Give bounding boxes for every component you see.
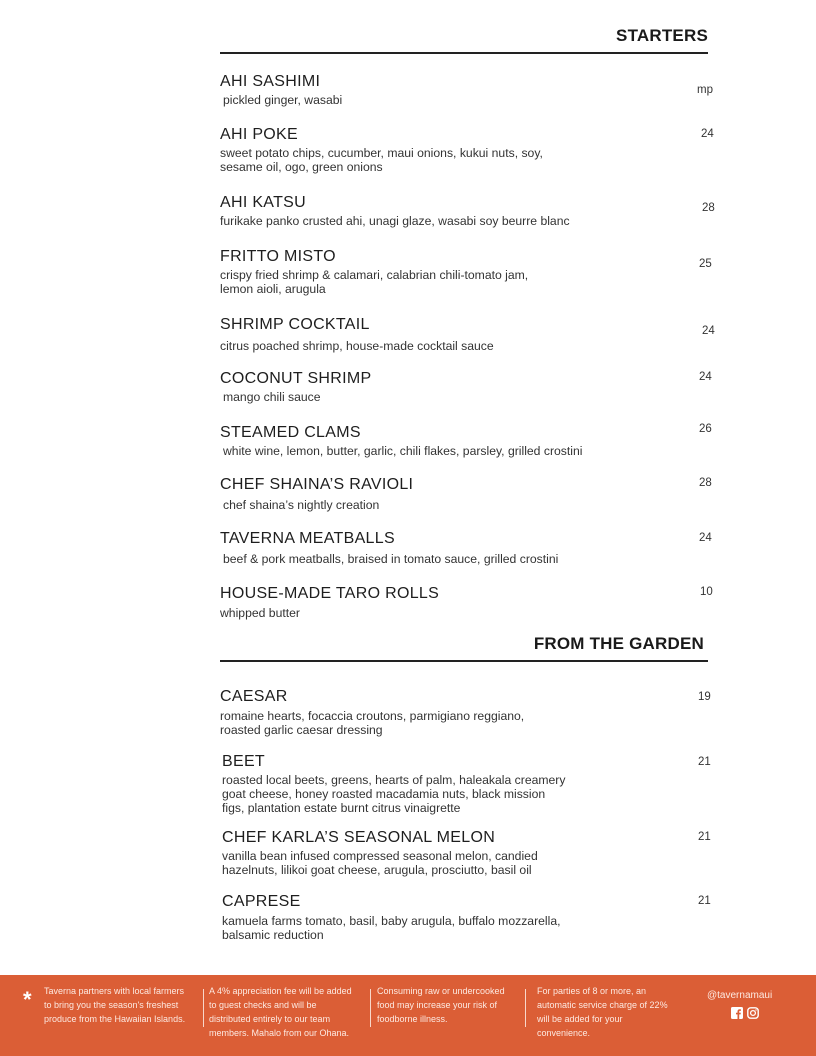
- item-name: AHI SASHIMI: [220, 73, 321, 90]
- item-desc: chef shaina’s nightly creation: [223, 498, 380, 512]
- garden-header: [220, 628, 708, 662]
- item-price: 10: [700, 586, 713, 598]
- item-desc: kamuela farms tomato, basil, baby arugula, buffalo mozzarella, balsamic reduction: [222, 914, 561, 942]
- item-name: TAVERNA MEATBALLS: [220, 530, 395, 547]
- item-name: CAPRESE: [222, 893, 301, 910]
- section-title: FROM THE GARDEN: [533, 634, 704, 653]
- starters-header: [220, 20, 708, 54]
- item-price: 21: [698, 831, 711, 843]
- item-name: CAESAR: [220, 688, 288, 705]
- item-desc: white wine, lemon, butter, garlic, chili flakes, parsley, grilled crostini: [223, 444, 583, 458]
- menu-item: [220, 369, 716, 404]
- instagram-icon[interactable]: [747, 1007, 759, 1019]
- menu-item: [220, 193, 716, 228]
- item-desc: roasted local beets, greens, hearts of palm, haleakala creamery goat cheese, honey roasted macadamia nuts, black mission figs, plantation estate burnt citrus vinaigrette: [222, 773, 566, 815]
- section-title: STARTERS: [616, 26, 708, 45]
- item-name: FRITTO MISTO: [220, 248, 336, 265]
- footer-divider: [525, 989, 526, 1027]
- footer-note-farmers: Taverna partners with local farmers to bring you the season's freshest produce from the Hawaiian Islands.: [44, 986, 186, 1024]
- footer-note-service-charge: For parties of 8 or more, an automatic service charge of 22% will be added for your convenience.: [537, 986, 668, 1038]
- item-name: AHI KATSU: [220, 194, 306, 211]
- item-desc: romaine hearts, focaccia croutons, parmigiano reggiano, roasted garlic caesar dressing: [220, 709, 525, 737]
- item-desc: beef & pork meatballs, braised in tomato sauce, grilled crostini: [223, 552, 559, 566]
- menu-item: [220, 423, 716, 458]
- item-price: 28: [702, 202, 715, 214]
- item-desc: sweet potato chips, cucumber, maui onions, kukui nuts, soy, sesame oil, ogo, green onions: [220, 146, 543, 174]
- item-name: CHEF KARLA’S SEASONAL MELON: [222, 829, 496, 846]
- footer-divider: [370, 989, 371, 1027]
- asterisk-icon: *: [23, 987, 32, 1012]
- footer-note-raw-food: Consuming raw or undercooked food may increase your risk of foodborne illness.: [377, 986, 505, 1024]
- item-price: 21: [698, 895, 711, 907]
- item-price: 28: [699, 477, 712, 489]
- item-desc: vanilla bean infused compressed seasonal melon, candied hazelnuts, lilikoi goat cheese, arugula, prosciutto, basil oil: [222, 849, 538, 877]
- footer-divider: [203, 989, 204, 1027]
- menu-item: [220, 72, 716, 107]
- item-price: 26: [699, 423, 712, 435]
- menu-item: [220, 475, 716, 512]
- item-desc: pickled ginger, wasabi: [223, 93, 343, 107]
- facebook-icon[interactable]: [731, 1007, 743, 1019]
- item-desc: whipped butter: [220, 606, 300, 620]
- menu-item: [220, 247, 716, 296]
- item-price: mp: [697, 84, 713, 96]
- menu-item: [220, 828, 716, 877]
- menu-item: [220, 892, 716, 942]
- item-price: 24: [702, 325, 715, 337]
- item-desc: citrus poached shrimp, house-made cocktail sauce: [220, 339, 494, 353]
- menu-item: [220, 752, 716, 815]
- menu-item: [220, 125, 716, 174]
- item-name: AHI POKE: [220, 126, 298, 143]
- item-price: 24: [701, 128, 714, 140]
- item-name: COCONUT SHRIMP: [220, 370, 372, 387]
- item-name: BEET: [222, 753, 265, 770]
- item-name: CHEF SHAINA’S RAVIOLI: [220, 476, 414, 493]
- item-desc: mango chili sauce: [223, 390, 321, 404]
- item-price: 19: [698, 691, 711, 703]
- item-price: 24: [699, 532, 712, 544]
- instagram-handle[interactable]: @tavernamaui: [707, 990, 773, 1001]
- item-name: STEAMED CLAMS: [220, 424, 361, 441]
- footer-note-fee: A 4% appreciation fee will be added to guest checks and will be distributed entirely to our team members. Mahalo from our Ohana.: [209, 986, 352, 1038]
- item-name: HOUSE-MADE TARO ROLLS: [220, 585, 440, 602]
- menu-item: [220, 315, 716, 353]
- menu-item: [220, 687, 716, 737]
- menu-item: [220, 529, 716, 566]
- footer-bar: [0, 975, 816, 1056]
- item-desc: crispy fried shrimp & calamari, calabrian chili-tomato jam, lemon aioli, arugula: [220, 268, 529, 296]
- menu-item: [220, 584, 716, 620]
- item-price: 24: [699, 371, 712, 383]
- item-desc: furikake panko crusted ahi, unagi glaze, wasabi soy beurre blanc: [220, 214, 570, 228]
- item-price: 25: [699, 258, 712, 270]
- item-price: 21: [698, 756, 711, 768]
- item-name: SHRIMP COCKTAIL: [220, 316, 370, 333]
